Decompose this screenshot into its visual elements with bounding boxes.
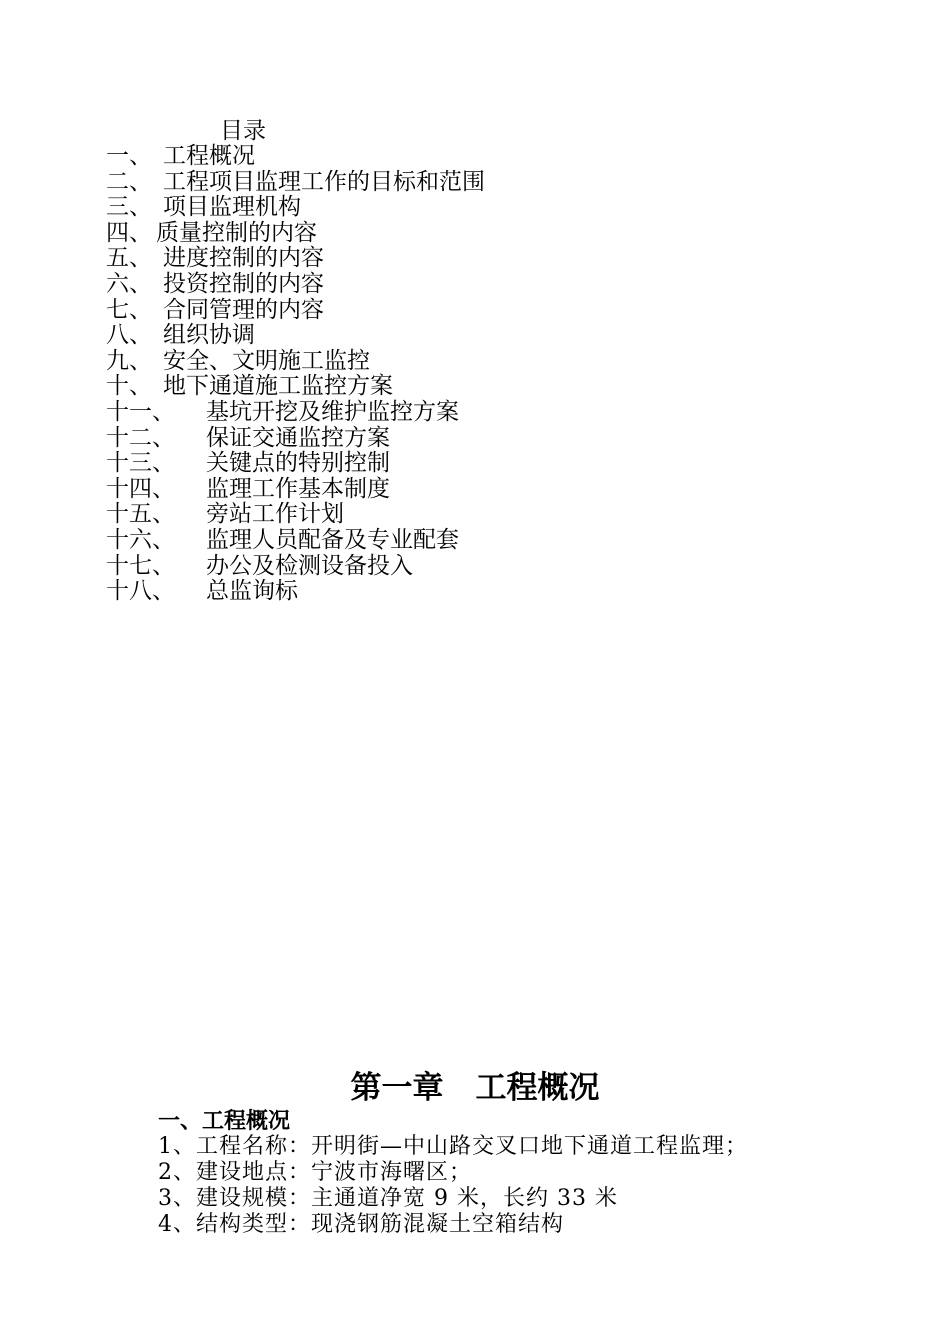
toc-item bbox=[106, 477, 485, 503]
toc-item-text: 旁站工作计划 bbox=[206, 501, 344, 528]
toc-item-number: 十三、 bbox=[106, 450, 175, 477]
toc-item-number: 四、 bbox=[106, 219, 152, 246]
toc-item-number: 二、 bbox=[106, 168, 152, 195]
toc-item-text: 总监询标 bbox=[206, 578, 298, 605]
toc-item-number: 八、 bbox=[106, 322, 152, 349]
toc-item bbox=[106, 374, 485, 400]
toc-item-number: 六、 bbox=[106, 270, 152, 297]
toc-item-number: 十八、 bbox=[106, 578, 175, 605]
toc-item bbox=[106, 272, 485, 298]
toc-item-number: 九、 bbox=[106, 347, 152, 374]
toc-item-text: 合同管理的内容 bbox=[163, 296, 324, 323]
toc-item-number: 十七、 bbox=[106, 552, 175, 579]
toc-item bbox=[106, 426, 485, 452]
toc-item-number: 七、 bbox=[106, 296, 152, 323]
toc-item-number: 一、 bbox=[106, 143, 152, 169]
toc-item-text: 质量控制的内容 bbox=[156, 219, 317, 246]
toc-item-text: 关键点的特别控制 bbox=[206, 450, 390, 477]
project-info-item: 1、工程名称：开明街—中山路交叉口地下通道工程监理； bbox=[158, 1134, 748, 1159]
toc-item bbox=[106, 451, 485, 477]
toc-item-text: 工程概况 bbox=[163, 143, 255, 169]
toc-item-number: 三、 bbox=[106, 194, 152, 221]
toc-item-number: 十四、 bbox=[106, 475, 175, 502]
toc-item-number: 十六、 bbox=[106, 526, 175, 553]
toc-item-text: 投资控制的内容 bbox=[163, 270, 324, 297]
section-heading: 一、工程概况 bbox=[158, 1109, 291, 1134]
toc-item bbox=[106, 246, 485, 272]
toc-item bbox=[106, 323, 485, 349]
toc-item-text: 监理人员配备及专业配套 bbox=[206, 526, 459, 553]
toc-item bbox=[106, 400, 485, 426]
toc-item-number: 十、 bbox=[106, 373, 152, 400]
toc-item-text: 基坑开挖及维护监控方案 bbox=[206, 398, 459, 425]
toc-item-text: 监理工作基本制度 bbox=[206, 475, 390, 502]
toc-item bbox=[106, 170, 485, 196]
toc-item bbox=[106, 502, 485, 528]
chapter-name: 工程概况 bbox=[475, 1070, 600, 1106]
toc-item bbox=[106, 349, 485, 375]
toc-item-text: 安全、文明施工监控 bbox=[163, 347, 370, 374]
toc-item-text: 办公及检测设备投入 bbox=[206, 552, 413, 579]
project-info-list bbox=[158, 1134, 748, 1238]
chapter-title bbox=[0, 1068, 950, 1108]
toc-list bbox=[106, 144, 485, 605]
toc-item-text: 地下通道施工监控方案 bbox=[163, 373, 393, 400]
toc-item-number: 十一、 bbox=[106, 398, 175, 425]
toc-item bbox=[106, 144, 485, 170]
toc-item bbox=[106, 221, 485, 247]
chapter-label: 第一章 bbox=[350, 1070, 444, 1106]
toc-item-text: 项目监理机构 bbox=[163, 194, 301, 221]
toc-title: 目录 bbox=[220, 118, 266, 144]
toc-item-text: 组织协调 bbox=[163, 322, 255, 349]
project-info-item: 4、结构类型：现浇钢筋混凝土空箱结构 bbox=[158, 1212, 564, 1237]
toc-item bbox=[106, 528, 485, 554]
toc-item-number: 五、 bbox=[106, 245, 152, 272]
toc-item bbox=[106, 195, 485, 221]
toc-item-text: 保证交通监控方案 bbox=[206, 424, 390, 451]
project-info-item: 3、建设规模：主通道净宽 9 米，长约 33 米 bbox=[158, 1186, 618, 1211]
toc-item-text: 进度控制的内容 bbox=[163, 245, 324, 272]
toc-item bbox=[106, 554, 485, 580]
toc-item bbox=[106, 579, 485, 605]
toc-item bbox=[106, 298, 485, 324]
toc-item-number: 十二、 bbox=[106, 424, 175, 451]
toc-item-text: 工程项目监理工作的目标和范围 bbox=[163, 168, 485, 195]
toc-item-number: 十五、 bbox=[106, 501, 175, 528]
project-info-item: 2、建设地点：宁波市海曙区； bbox=[158, 1160, 472, 1185]
